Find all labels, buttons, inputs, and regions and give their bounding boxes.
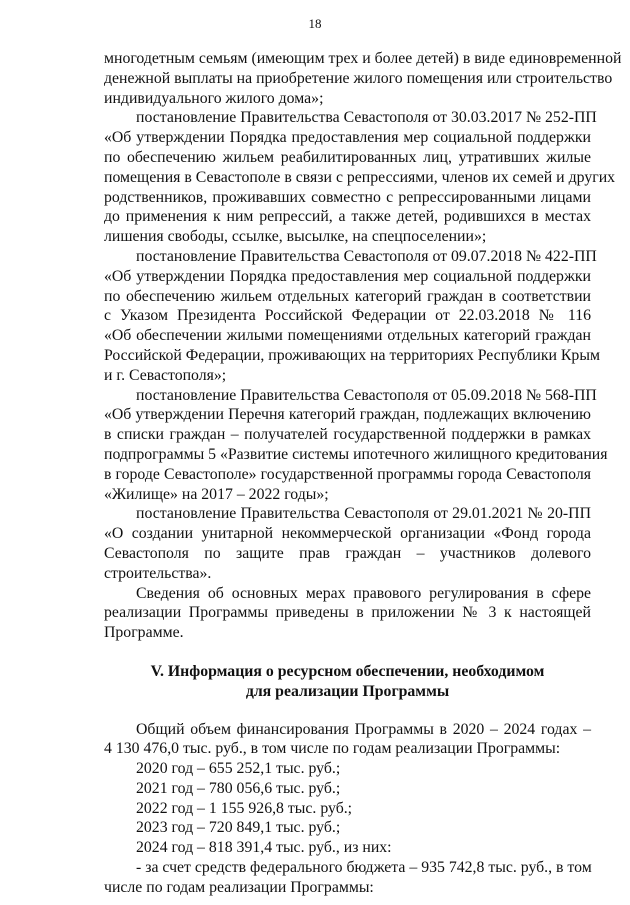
funding-section <box>104 720 591 898</box>
text-line: постановление Правительства Севастополя от 30.03.2017 № 252-ПП <box>136 109 597 127</box>
text-line: Программе. <box>104 624 184 642</box>
text-line: денежной выплаты на приобретение жилого помещения или строительство <box>104 69 613 87</box>
paragraph-decree-20 <box>104 504 591 583</box>
text-line: постановление Правительства Севастополя от 09.07.2018 № 422-ПП <box>136 247 597 265</box>
text-line: по обеспечению жильем отдельных категорий граждан в соответствии <box>104 287 591 305</box>
text-line: Общий объем финансирования Программы в 2020 – 2024 годах – <box>136 720 591 738</box>
text-line: постановление Правительства Севастополя от 05.09.2018 № 568-ПП <box>136 386 597 404</box>
text-line: постановление Правительства Севастополя от 29.01.2021 № 20-ПП <box>136 505 591 523</box>
paragraph-decree-568 <box>104 386 608 505</box>
text-line: Сведения об основных мерах правового регулирования в сфере <box>136 584 591 602</box>
document-body <box>104 49 622 898</box>
funding-year-line: 2021 год – 780 056,6 тыс. руб.; <box>136 779 341 797</box>
paragraph-legal-measures <box>104 584 591 643</box>
text-line: и г. Севастополя»; <box>104 366 227 384</box>
text-line: лишения свободы, ссылке, высылке, на спецпоселении»; <box>104 228 487 246</box>
section-heading-line: для реализации Программы <box>245 682 450 700</box>
section-heading-line: V. Информация о ресурсном обеспечении, необходимом <box>150 662 545 680</box>
text-line: «Об утверждении Порядка предоставления мер социальной поддержки <box>104 267 591 285</box>
text-line: - за счет средств федерального бюджета – 935 742,8 тыс. руб., в том <box>136 859 592 877</box>
text-line: родственников, проживавших совместно с репрессированными лицами <box>104 188 591 206</box>
paragraph-continuation <box>104 49 622 108</box>
paragraph-decree-252 <box>104 108 616 247</box>
text-line: 4 130 476,0 тыс. руб., в том числе по годам реализации Программы: <box>104 740 561 758</box>
text-line: «Об утверждении Перечня категорий граждан, подлежащих включению <box>104 406 591 424</box>
section-heading <box>104 662 591 702</box>
text-line: «Жилище» на 2017 – 2022 годы»; <box>104 485 329 503</box>
text-line: «О создании унитарной некоммерческой организации «Фонд города <box>104 525 591 543</box>
text-line: Российской Федерации, проживающих на территориях Республики Крым <box>104 346 600 364</box>
funding-year-line: 2022 год – 1 155 926,8 тыс. руб.; <box>136 799 353 817</box>
text-line: индивидуального жилого дома»; <box>104 89 324 107</box>
text-line: «Об утверждении Порядка предоставления мер социальной поддержки <box>104 129 591 147</box>
text-line: числе по годам реализации Программы: <box>104 878 374 896</box>
text-line: реализации Программы приведены в приложении № 3 к настоящей <box>104 604 591 622</box>
text-line: в списки граждан – получателей государственной поддержки в рамках <box>104 426 591 444</box>
text-line: по обеспечению жильем реабилитированных лиц, утративших жилые <box>104 148 591 166</box>
text-line: в городе Севастополе» государственной программы города Севастополя <box>104 465 591 483</box>
funding-year-line: 2020 год – 655 252,1 тыс. руб.; <box>136 760 341 778</box>
text-line: подпрограммы 5 «Развитие системы ипотечного жилищного кредитования <box>104 445 608 463</box>
funding-year-line: 2023 год – 720 849,1 тыс. руб.; <box>136 819 341 837</box>
text-line: с Указом Президента Российской Федерации от 22.03.2018 № 116 <box>104 307 591 325</box>
text-line: многодетным семьям (имеющим трех и более детей) в виде единовременной <box>104 50 622 67</box>
text-line: Севастополя по защите прав граждан – участников долевого <box>104 544 591 562</box>
text-line: строительства». <box>104 564 212 582</box>
text-line: «Об обеспечении жилыми помещениями отдельных категорий граждан <box>104 327 591 345</box>
page-number: 18 <box>308 16 322 31</box>
text-line: до применения к ним репрессий, а также детей, родившихся в местах <box>104 208 591 226</box>
funding-year-line: 2024 год – 818 391,4 тыс. руб., из них: <box>136 839 392 857</box>
text-line: помещения в Севастополе в связи с репрессиями, членов их семей и других <box>104 168 616 186</box>
paragraph-decree-422 <box>104 247 600 386</box>
